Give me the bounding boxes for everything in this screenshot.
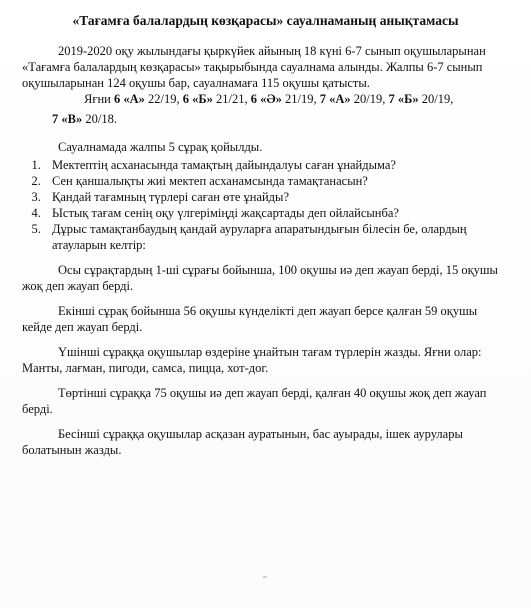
questions-intro: Сауалнамада жалпы 5 сұрақ қойылды.: [58, 140, 263, 154]
class-name: 7 «Б»: [388, 92, 419, 106]
class-value: 21/21,: [212, 92, 251, 106]
answer-paragraph: Бесінші сұраққа оқушылар асқазан ауратынын, бас ауырады, ішек аурулары болатынын жазды.: [22, 427, 463, 457]
class-value: 20/18.: [82, 112, 117, 126]
intro-paragraph: 2019-2020 оқу жылындағы қыркүйек айының 18 күні 6-7 сынып оқушыларынан «Тағамға балалардың көзқарасы» тақырыбында сауалнама алынды. Жалпы 6-7 сынып оқушыларынан 124 оқушы бар, сауалнамаға 115 оқушы қатысты.: [22, 44, 486, 90]
answer-paragraph: Үшінші сұраққа оқушылар өздеріне ұнайтын тағам түрлерін жазды. Яғни олар: Манты, лағман, пигоди, самса, пицца, хот-дог.: [22, 345, 482, 375]
class-name: 6 «Ә»: [250, 92, 282, 106]
answer-paragraph: Осы сұрақтардың 1-ші сұрағы бойынша, 100 оқушы иә деп жауап берді, 15 оқушы жоқ деп жауап берді.: [22, 263, 498, 293]
class-name: 6 «А»: [113, 92, 145, 106]
class-name: 7 «А»: [319, 92, 351, 106]
class-value: 22/19,: [144, 92, 183, 106]
question-item: 2. Сен қаншалықты жиі мектеп асханамсында тамақтанасын?: [44, 173, 509, 189]
question-item: 5. Дұрыс тамақтанбаудың қандай ауруларға апаратындығын білесін бе, олардың атауларын келтір:: [44, 221, 509, 253]
question-item: 4. Ыстық тағам сенің оқу үлгеріміңді жақсартады деп ойлайсынба?: [44, 205, 509, 221]
class-name: 7 «В»: [52, 112, 83, 126]
class-value: 20/19,: [418, 92, 454, 106]
question-item: 3. Қандай тағамның түрлері саған өте ұнайды?: [44, 189, 509, 205]
scan-speck: [263, 576, 267, 578]
document-title: «Тағамға балалардың көзқарасы» сауалнаманың анықтамасы: [72, 13, 459, 28]
class-value: 21/19,: [281, 92, 320, 106]
question-item: 1. Мектептің асханасында тамақтың дайындалуы саған ұнайдыма?: [44, 157, 509, 173]
class-breakdown-tail: [22, 111, 509, 127]
questions-list: [22, 157, 509, 253]
class-value: 20/19,: [350, 92, 389, 106]
class-name: 6 «Б»: [182, 92, 213, 106]
class-breakdown-lead: Яғни: [84, 92, 114, 106]
class-breakdown: [22, 91, 509, 107]
answer-paragraph: Төртінші сұраққа 75 оқушы иә деп жауап берді, қалған 40 оқушы жоқ деп жауап берді.: [22, 386, 487, 416]
answer-paragraph: Екінші сұрақ бойынша 56 оқушы күнделікті деп жауап берсе қалған 59 оқушы кейде деп жауап берді.: [22, 304, 478, 334]
